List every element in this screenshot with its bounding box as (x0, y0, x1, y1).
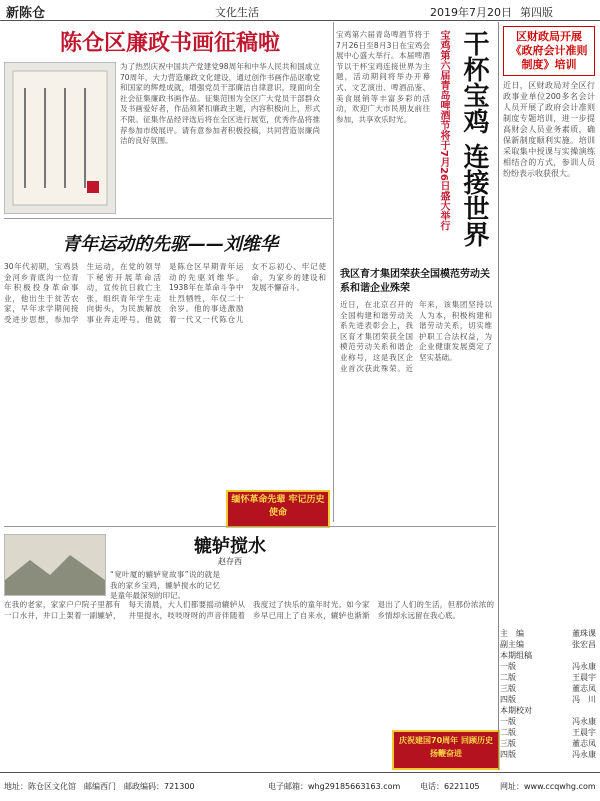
divider (4, 218, 332, 219)
culture-title: 我区育才集团荣获全国模范劳动关系和谐企业殊荣 (340, 269, 490, 294)
staff-row: 三版 董志凤 (500, 684, 596, 693)
culture-body: 近日，在北京召开的全国构建和谐劳动关系先进表彰会上，我区育才集团荣获全国模范劳动关系和谐企业称号，这是我区企业首次获此殊荣。近年来，该集团坚持以人为本，积极构建和谐劳动关系，切实维护职工合法权益，为企业健康发展奠定了坚实基础。 (340, 300, 492, 373)
landscape-icon (5, 535, 105, 595)
calligraphy-photo (4, 62, 116, 214)
staff-row: 主 编 董珠课 (500, 629, 596, 638)
issue-date: 2019年7月20日 (430, 6, 512, 19)
main-intro: 为了热烈庆祝中国共产党建党98周年和中华人民共和国成立70周年，大力营造廉政文化建设，通过创作书画作品讴歌党和国家的辉煌成就，增强党员干部廉洁自律意识，现面向全社会征集廉政书画作品。征集范围为全区广大党员干部群众及书画爱好者，作品须紧扣廉政主题，内容积极向上，形式不限。征集作品经评选后将在全区进行展览，优秀作品将推荐参加市级展评。请有意参加者积极投稿，共同营造崇廉尚洁的良好氛围。 (120, 62, 320, 146)
essay-body: 在我的老家，家家户户院子里都有一口水井，井口上架着一副辘轳，每天清晨，大人们都要摇动辘轳从井里提水，吱吱呀呀的声音伴随着我度过了快乐的童年时光。如今家乡早已用上了自来水，辘轳也渐渐退出了人们的生活，但那份浓浓的乡情却永远留在我心底。 (4, 600, 494, 620)
column-divider (333, 22, 334, 522)
youth-badge: 缅怀革命先辈 牢记历史使命 (226, 490, 330, 528)
staff-row: 四版 冯 川 (500, 695, 596, 704)
staff-row: 本期组稿 (500, 651, 532, 660)
beer-subtitle: 宝鸡第六届青岛啤酒节将于7月26日盛大举行 (438, 30, 449, 231)
staff-row: 二版 王晨宇 (500, 728, 596, 737)
beer-body: 宝鸡第六届青岛啤酒节将于7月26日至8月3日在宝鸡会展中心盛大举行。本届啤酒节以干杯宝鸡连接世界为主题，活动期间将举办开幕式、文艺演出、啤酒品鉴、美食展销等丰富多彩的活动，欢迎广大市民朋友前往参加，共享欢乐时光。 (336, 30, 430, 124)
divider (4, 526, 496, 527)
page-number: 第四版 (520, 6, 553, 19)
footer-address: 地址：陈仓区文化馆 邮编西门 邮政编码：721300 (4, 782, 195, 791)
paper-name: 新陈仓 (6, 6, 46, 21)
sidebar-body: 近日，区财政局对全区行政事业单位200多名会计人员开展了政府会计准则制度专题培训，进一步提高财会人员业务素质，确保新制度顺利实施。培训采取集中授课与实操演练相结合的方式，参训人员纷纷表示收获很大。 (503, 81, 595, 178)
essay-author: 赵存西 (218, 557, 242, 566)
essay-quote: “宽叶厦的辘轳宽故事”说的就是我的家乡宝鸡，辘轳搅水的记忆是童年最深刻的印记。 (110, 570, 220, 601)
page-footer (0, 772, 600, 801)
footer-email: 电子邮箱：whg29185663163.com (268, 782, 401, 791)
youth-body: 30年代初期，宝鸡县金河乡青底沟一位青年积极投身革命事业，他出生于贫苦农家，早年求学期间接受进步思想，参加学生运动，在党的领导下秘密开展革命活动，宣传抗日救亡主张，组织青年学生走向街头，为民族解放事业奔走呼号。他就是陈仓区早期青年运动的先驱刘维华。1938年在革命斗争中壮烈牺牲，年仅二十余岁。他的事迹激励着一代又一代陈仓儿女不忘初心、牢记使命，为家乡的建设和发展不懈奋斗。 (4, 262, 326, 324)
staff-row: 本期校对 (500, 706, 532, 715)
staff-row: 二版 王晨宇 (500, 673, 596, 682)
staff-row: 四版 冯永康 (500, 750, 596, 759)
essay-badge: 庆祝建国70周年 回顾历史扬鞭奋进 (392, 730, 500, 770)
staff-row: 一版 冯永康 (500, 662, 596, 671)
sidebar-title: 区财政局开展《政府会计准则制度》培训 (503, 26, 595, 76)
photo-placeholder-icon (5, 63, 115, 213)
footer-phone: 电话：6221105 (420, 782, 480, 791)
staff-row: 三版 董志凤 (500, 739, 596, 748)
youth-title: 青年运动的先驱——刘维华 (62, 234, 278, 255)
staff-row: 副主编 张宏昌 (500, 640, 596, 649)
staff-row: 一版 冯永康 (500, 717, 596, 726)
youth-photo (4, 534, 106, 596)
page-header (0, 0, 600, 21)
staff-list (500, 628, 596, 760)
essay-title: 辘轳搅水 (194, 536, 266, 557)
main-title: 陈仓区廉政书画征稿啦 (59, 31, 280, 56)
section-name: 文化生活 (215, 6, 259, 19)
footer-web: 网址：www.ccqwhg.com (500, 782, 596, 791)
beer-title: 干杯宝鸡 连接世界 (459, 30, 489, 248)
